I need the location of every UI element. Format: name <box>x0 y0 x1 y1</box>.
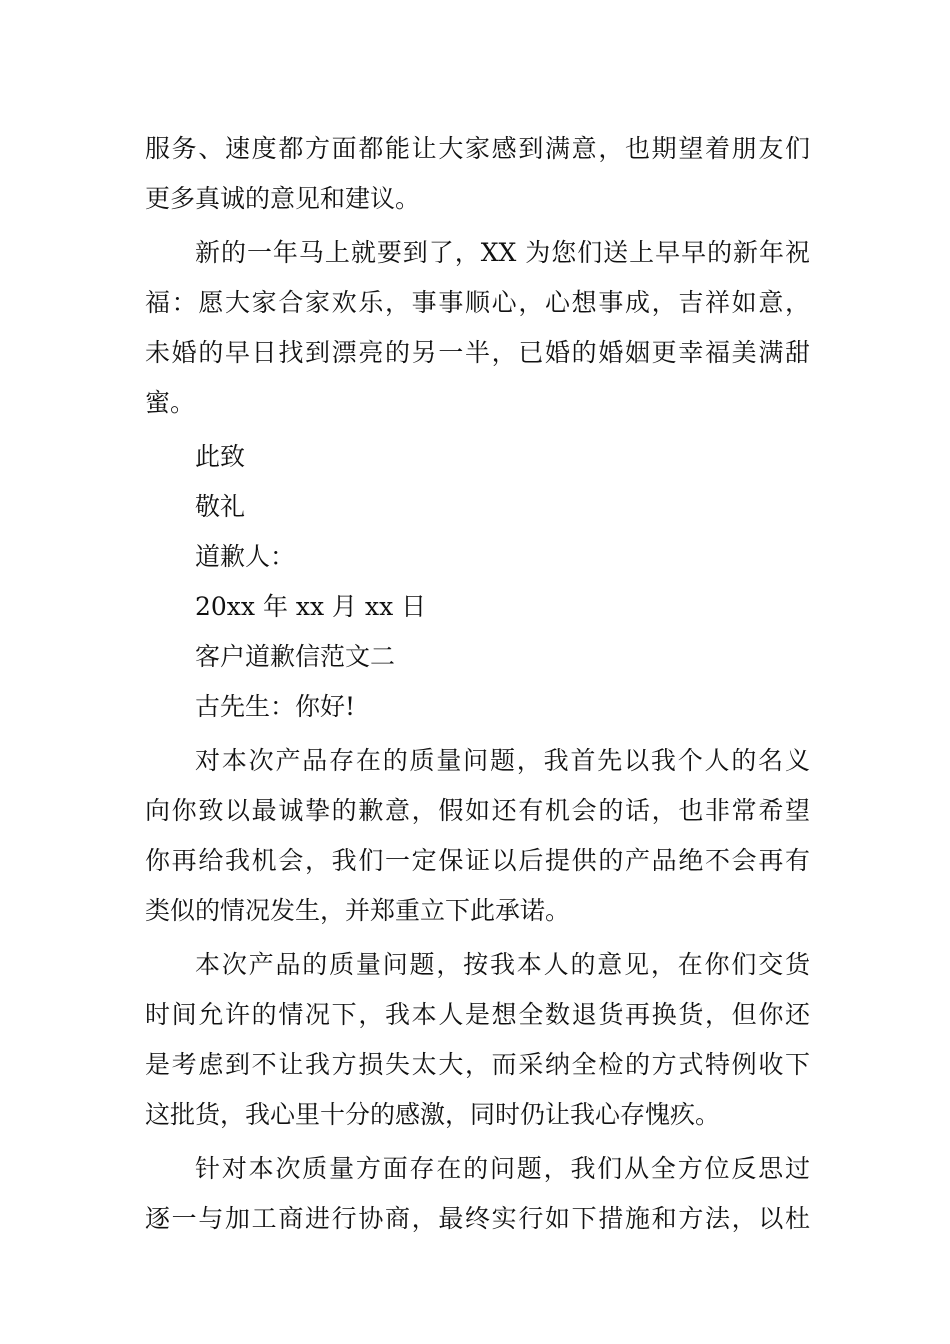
salutation-cizhi: 此致 <box>195 442 246 471</box>
letter-date: 20xx 年 xx 月 xx 日 <box>195 592 427 621</box>
text-line: 服务、速度都方面都能让大家感到满意，也期望着朋友们 <box>145 134 810 163</box>
greeting: 古先生：你好! <box>195 692 356 721</box>
salutation-jingli: 敬礼 <box>195 492 246 521</box>
document-body <box>145 124 810 1244</box>
paragraph-measures <box>145 1144 810 1244</box>
text-line: 更多真诚的意见和建议。 <box>145 184 421 213</box>
text-line: 这批货，我心里十分的感激，同时仍让我心存愧疚。 <box>145 1100 721 1129</box>
paragraph-quality-issue <box>145 940 810 1140</box>
text-line: 针对本次质量方面存在的问题，我们从全方位反思过 <box>195 1154 810 1183</box>
section-title: 客户道歉信范文二 <box>195 642 396 671</box>
text-line: 类似的情况发生，并郑重立下此承诺。 <box>145 896 571 925</box>
paragraph-new-year-wishes <box>145 228 810 428</box>
paragraph-closing-remarks <box>145 124 810 224</box>
text-line: 是考虑到不让我方损失太大，而采纳全检的方式特例收下 <box>145 1050 810 1079</box>
text-line: 新的一年马上就要到了，XX 为您们送上早早的新年祝 <box>195 238 810 267</box>
text-line: 向你致以最诚挚的歉意，假如还有机会的话，也非常希望 <box>145 796 810 825</box>
text-line: 本次产品的质量问题，按我本人的意见，在你们交货 <box>195 950 810 979</box>
text-line: 时间允许的情况下，我本人是想全数退货再换货，但你还 <box>145 1000 810 1029</box>
text-line: 福：愿大家合家欢乐，事事顺心，心想事成，吉祥如意， <box>145 288 810 317</box>
paragraph-apology <box>145 736 810 936</box>
text-line: 你再给我机会，我们一定保证以后提供的产品绝不会再有 <box>145 846 810 875</box>
text-line: 对本次产品存在的质量问题，我首先以我个人的名义 <box>195 746 810 775</box>
text-line: 蜜。 <box>145 388 196 417</box>
signature-label: 道歉人： <box>195 542 296 571</box>
text-line: 未婚的早日找到漂亮的另一半，已婚的婚姻更幸福美满甜 <box>145 338 810 367</box>
text-line: 逐一与加工商进行协商，最终实行如下措施和方法，以杜 <box>145 1204 810 1233</box>
